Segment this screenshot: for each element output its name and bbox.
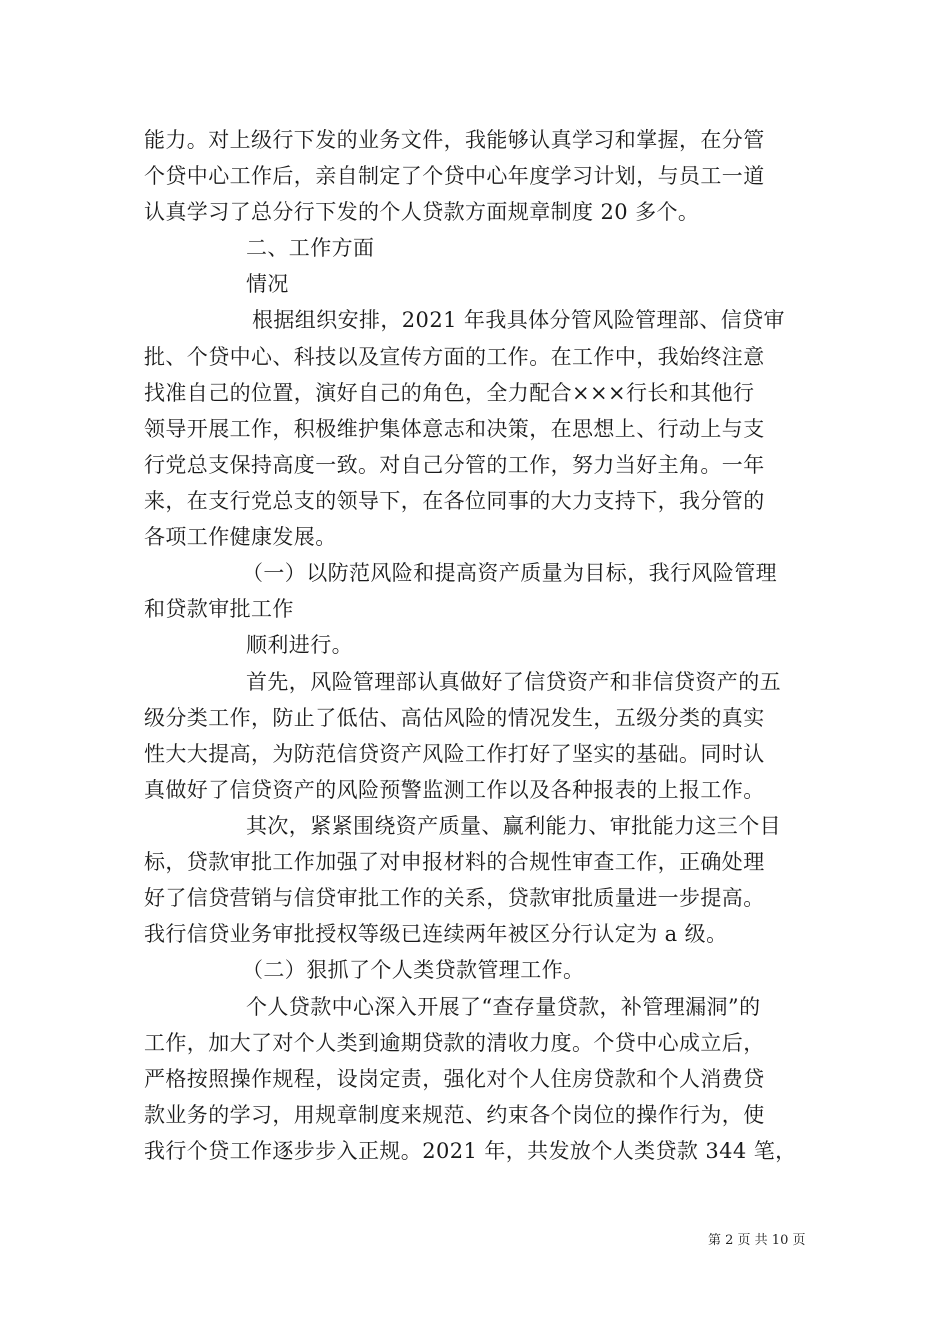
text-line-21: 标，贷款审批工作加强了对申报材料的合规性审查工作，正确处理 xyxy=(144,850,765,874)
text-line-3: 认真学习了总分行下发的个人贷款方面规章制度 20 多个。 xyxy=(144,200,700,224)
text-line-14: 和贷款审批工作 xyxy=(144,597,294,621)
text-line-2: 个贷中心工作后，亲自制定了个贷中心年度学习计划，与员工一道 xyxy=(144,164,765,188)
text-line-19: 真做好了信贷资产的风险预警监测工作以及各种报表的上报工作。 xyxy=(144,778,765,802)
text-line-20: 其次，紧紧围绕资产质量、赢利能力、审批能力这三个目 xyxy=(246,814,781,838)
subsection-heading-2: （二）狠抓了个人类贷款管理工作。 xyxy=(242,958,585,982)
text-line-25: 个人贷款中心深入开展了“查存量贷款，补管理漏洞”的 xyxy=(246,995,761,1019)
text-line-7: 批、个贷中心、科技以及宣传方面的工作。在工作中，我始终注意 xyxy=(144,345,765,369)
text-line-15: 顺利进行。 xyxy=(246,633,353,657)
text-line-1: 能力。对上级行下发的业务文件，我能够认真学习和掌握，在分管 xyxy=(144,128,765,152)
text-line-6: 根据组织安排，2021 年我具体分管风险管理部、信贷审 xyxy=(252,308,785,332)
text-line-28: 款业务的学习，用规章制度来规范、约束各个岗位的操作行为，使 xyxy=(144,1103,765,1127)
text-line-26: 工作，加大了对个人类到逾期贷款的清收力度。个贷中心成立后， xyxy=(144,1031,765,1055)
text-line-9: 领导开展工作，积极维护集体意志和决策，在思想上、行动上与支 xyxy=(144,417,765,441)
section-heading: 二、工作方面 xyxy=(246,236,375,260)
text-line-23: 我行信贷业务审批授权等级已连续两年被区分行认定为 a 级。 xyxy=(144,922,728,946)
text-line-8: 找准自己的位置，演好自己的角色，全力配合×××行长和其他行 xyxy=(144,381,755,405)
text-line-22: 好了信贷营销与信贷审批工作的关系，贷款审批质量进一步提高。 xyxy=(144,886,765,910)
page-number: 第 2 页 共 10 页 xyxy=(708,1233,806,1248)
text-line-10: 行党总支保持高度一致。对自己分管的工作，努力当好主角。一年 xyxy=(144,453,765,477)
text-line-18: 性大大提高，为防范信贷资产风险工作打好了坚实的基础。同时认 xyxy=(144,742,765,766)
text-line-17: 级分类工作，防止了低估、高估风险的情况发生，五级分类的真实 xyxy=(144,706,765,730)
text-line-29: 我行个贷工作逐步步入正规。2021 年，共发放个人类贷款 344 笔， xyxy=(144,1139,797,1163)
text-line-12: 各项工作健康发展。 xyxy=(144,525,337,549)
text-line-11: 来，在支行党总支的领导下，在各位同事的大力支持下，我分管的 xyxy=(144,489,765,513)
subsection-heading-1: （一）以防范风险和提高资产质量为目标，我行风险管理 xyxy=(242,561,777,585)
text-line-5: 情况 xyxy=(246,272,289,296)
text-line-16: 首先，风险管理部认真做好了信贷资产和非信贷资产的五 xyxy=(246,670,781,694)
text-line-27: 严格按照操作规程，设岗定责，强化对个人住房贷款和个人消费贷 xyxy=(144,1067,765,1091)
